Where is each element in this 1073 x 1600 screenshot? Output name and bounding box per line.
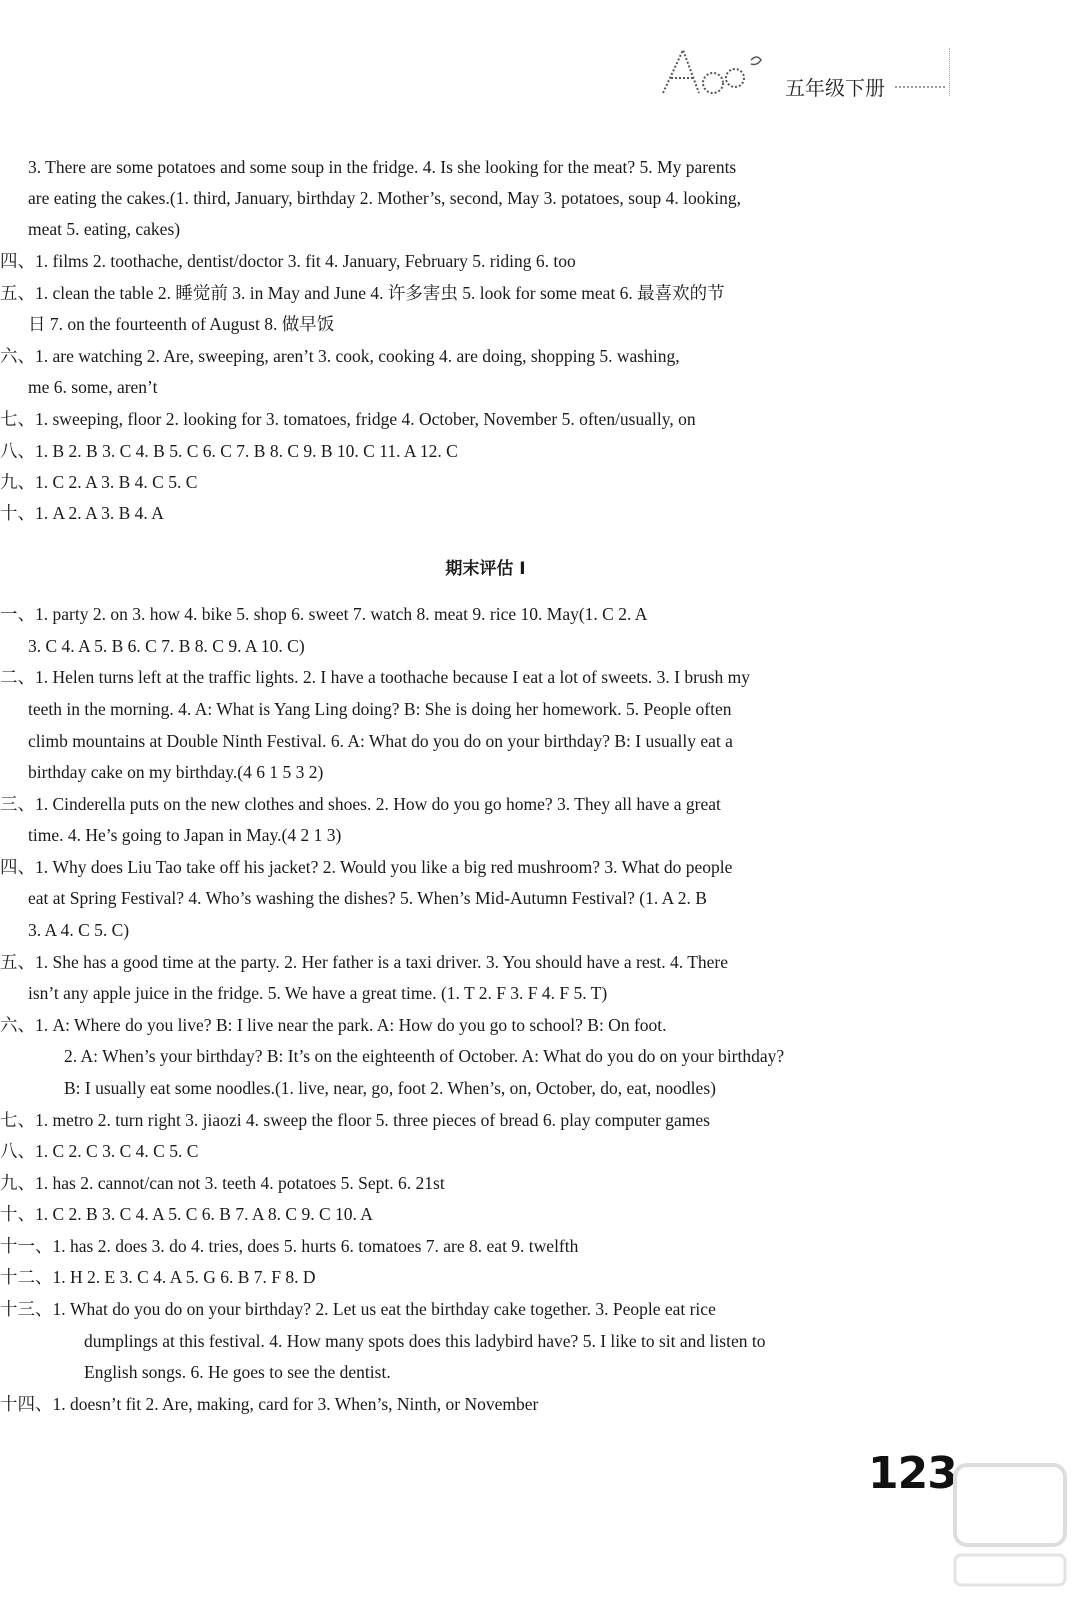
answer-line: 四、1. Why does Liu Tao take off his jacket? 2. Would you like a big red mushroom? 3. What do people	[0, 857, 733, 877]
answer-line: 3. A 4. C 5. C)	[28, 920, 130, 940]
answer-line: 一、1. party 2. on 3. how 4. bike 5. shop 6. sweet 7. watch 8. meat 9. rice 10. May(1. C 2. A	[0, 604, 648, 624]
answer-line: 3. There are some potatoes and some soup in the fridge. 4. Is she looking for the meat? 5. My parents	[28, 157, 737, 177]
answer-line: 八、1. B 2. B 3. C 4. B 5. C 6. C 7. B 8. C 9. B 10. C 11. A 12. C	[0, 441, 458, 461]
answer-line: 三、1. Cinderella puts on the new clothes and shoes. 2. How do you go home? 3. They all have a great	[0, 794, 721, 814]
answer-line: 七、1. metro 2. turn right 3. jiaozi 4. sweep the floor 5. three pieces of bread 6. play computer games	[0, 1110, 710, 1130]
answer-line: isn’t any apple juice in the fridge. 5. We have a great time. (1. T 2. F 3. F 4. F 5. T)	[28, 983, 608, 1003]
answer-line: 五、1. clean the table 2. 睡觉前 3. in May and June 4. 许多害虫 5. look for some meat 6. 最喜欢的节	[0, 283, 725, 303]
page-header	[655, 38, 955, 108]
answer-line: me 6. some, aren’t	[28, 377, 158, 397]
answer-line: eat at Spring Festival? 4. Who’s washing the dishes? 5. When’s Mid-Autumn Festival? (1. A 2. B	[28, 888, 707, 908]
answer-line: 八、1. C 2. C 3. C 4. C 5. C	[0, 1141, 199, 1161]
watermark-icon	[950, 1455, 1070, 1595]
answer-line: 十、1. A 2. A 3. B 4. A	[0, 503, 164, 523]
answer-line: dumplings at this festival. 4. How many spots does this ladybird have? 5. I like to sit and listen to	[84, 1331, 766, 1351]
answer-line: 十二、1. H 2. E 3. C 4. A 5. G 6. B 7. F 8. D	[0, 1267, 316, 1287]
answer-line: 四、1. films 2. toothache, dentist/doctor 3. fit 4. January, February 5. riding 6. too	[0, 251, 576, 271]
answer-line: English songs. 6. He goes to see the dentist.	[84, 1362, 391, 1382]
answer-line: 九、1. has 2. cannot/can not 3. teeth 4. potatoes 5. Sept. 6. 21st	[0, 1173, 445, 1193]
section-title: 期末评估 I	[445, 559, 526, 579]
answer-line: are eating the cakes.(1. third, January, birthday 2. Mother’s, second, May 3. potatoes, soup 4. looking,	[28, 188, 741, 208]
page-number: 123	[868, 1448, 957, 1499]
answer-line: B: I usually eat some noodles.(1. live, near, go, foot 2. When’s, on, October, do, eat, noodles)	[64, 1078, 716, 1098]
answer-line: 七、1. sweeping, floor 2. looking for 3. tomatoes, fridge 4. October, November 5. often/usually, on	[0, 409, 696, 429]
answer-line: 十、1. C 2. B 3. C 4. A 5. C 6. B 7. A 8. C 9. C 10. A	[0, 1204, 373, 1224]
answer-line: 日 7. on the fourteenth of August 8. 做早饭	[28, 314, 335, 334]
answer-line: birthday cake on my birthday.(4 6 1 5 3 2)	[28, 762, 324, 782]
brand-logo-icon	[655, 38, 775, 108]
answer-line: 六、1. are watching 2. Are, sweeping, aren’t 3. cook, cooking 4. are doing, shopping 5. washing,	[0, 346, 680, 366]
answer-line: meat 5. eating, cakes)	[28, 219, 181, 239]
answer-line: 六、1. A: Where do you live? B: I live near the park. A: How do you go to school? B: On foot.	[0, 1015, 667, 1035]
header-dotted-line	[895, 86, 945, 88]
answer-line: 二、1. Helen turns left at the traffic lights. 2. I have a toothache because I eat a lot of sweets. 3. I brush my	[0, 667, 750, 687]
answer-line: 3. C 4. A 5. B 6. C 7. B 8. C 9. A 10. C)	[28, 636, 305, 656]
answer-line: 十三、1. What do you do on your birthday? 2. Let us eat the birthday cake together. 3. People eat rice	[0, 1299, 716, 1319]
answer-line: 十一、1. has 2. does 3. do 4. tries, does 5. hurts 6. tomatoes 7. are 8. eat 9. twelfth	[0, 1236, 579, 1256]
answer-line: time. 4. He’s going to Japan in May.(4 2 1 3)	[28, 825, 342, 845]
answer-line: climb mountains at Double Ninth Festival. 6. A: What do you do on your birthday? B: I usually eat a	[28, 731, 733, 751]
answer-line: 十四、1. doesn’t fit 2. Are, making, card for 3. When’s, Ninth, or November	[0, 1394, 539, 1414]
answer-line: teeth in the morning. 4. A: What is Yang Ling doing? B: She is doing her homework. 5. People often	[28, 699, 732, 719]
answer-line: 五、1. She has a good time at the party. 2. Her father is a taxi driver. 3. You should have a rest. 4. There	[0, 952, 729, 972]
grade-label: 五年级下册	[785, 76, 885, 100]
answer-line: 2. A: When’s your birthday? B: It’s on the eighteenth of October. A: What do you do on your birthday?	[64, 1046, 785, 1066]
header-divider	[949, 48, 950, 96]
answer-line: 九、1. C 2. A 3. B 4. C 5. C	[0, 472, 198, 492]
